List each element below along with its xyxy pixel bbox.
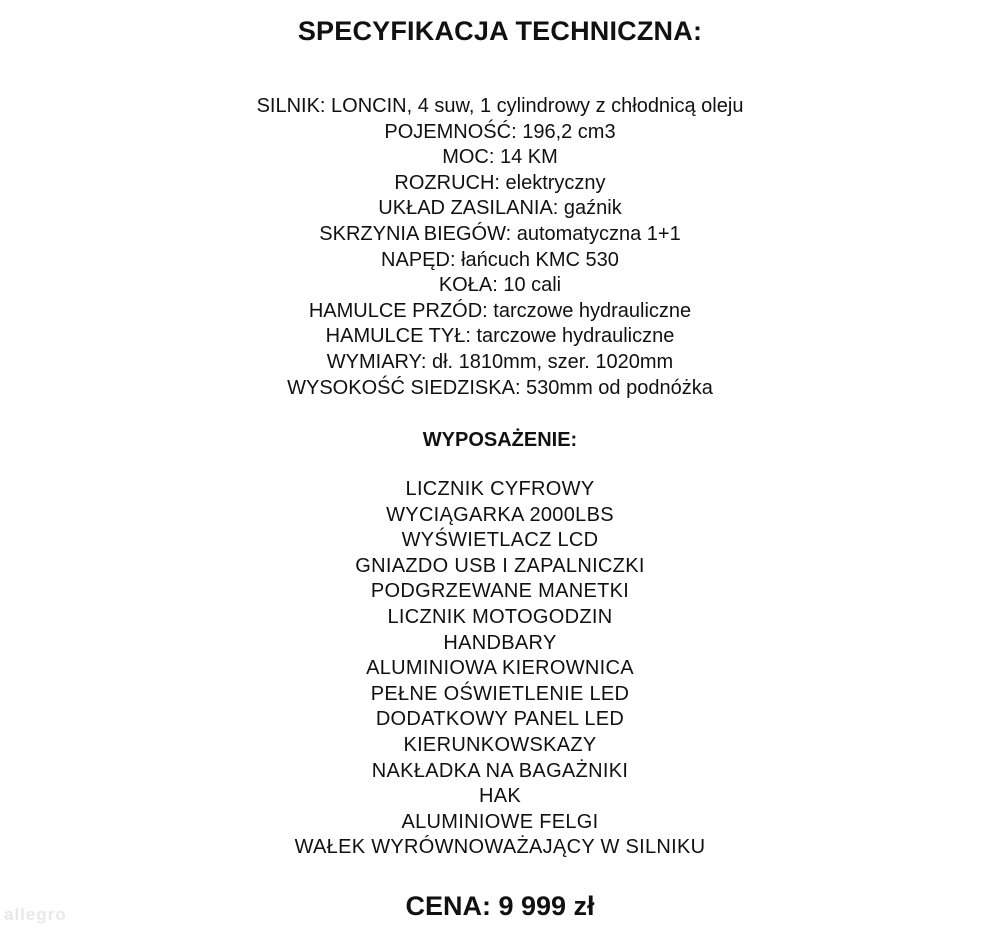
price-label: CENA: 9 999 zł xyxy=(405,891,595,921)
spec-item-engine: SILNIK: LONCIN, 4 suw, 1 cylindrowy z chłodnicą oleju xyxy=(256,95,744,117)
equipment-item: KIERUNKOWSKAZY xyxy=(403,733,597,756)
spec-list xyxy=(0,94,1000,401)
equipment-item: HANDBARY xyxy=(443,631,557,654)
spec-title: SPECYFIKACJA TECHNICZNA: xyxy=(297,16,703,46)
spec-item-gearbox: SKRZYNIA BIEGÓW: automatyczna 1+1 xyxy=(319,222,681,245)
equipment-item: ALUMINIOWE FELGI xyxy=(401,810,599,833)
equipment-item: WAŁEK WYRÓWNOWAŻAJĄCY W SILNIKU xyxy=(294,836,706,859)
watermark-logo: allegro xyxy=(4,905,67,924)
equipment-item: WYCIĄGARKA 2000LBS xyxy=(386,503,614,526)
equipment-item: PODGRZEWANE MANETKI xyxy=(370,580,630,603)
spec-item-wheels: KOŁA: 10 cali xyxy=(438,274,562,297)
equipment-title: WYPOSAŻENIE: xyxy=(422,429,578,451)
equipment-item: WYŚWIETLACZ LCD xyxy=(401,529,599,552)
spec-item-front-brakes: HAMULCE PRZÓD: tarczowe hydrauliczne xyxy=(308,299,692,322)
spec-item-dimensions: WYMIARY: dł. 1810mm, szer. 1020mm xyxy=(326,350,674,373)
spec-item-seat-height: WYSOKOŚĆ SIEDZISKA: 530mm od podnóżka xyxy=(287,376,713,399)
equipment-item: ALUMINIOWA KIEROWNICA xyxy=(366,657,634,680)
spec-item-starter: ROZRUCH: elektryczny xyxy=(394,171,606,194)
equipment-item: GNIAZDO USB I ZAPALNICZKI xyxy=(355,554,645,577)
equipment-item: DODATKOWY PANEL LED xyxy=(375,708,625,731)
spec-item-rear-brakes: HAMULCE TYŁ: tarczowe hydrauliczne xyxy=(325,325,675,348)
equipment-item: PEŁNE OŚWIETLENIE LED xyxy=(370,682,630,705)
equipment-list xyxy=(0,477,1000,861)
spec-item-power: MOC: 14 KM xyxy=(442,146,558,169)
equipment-item: HAK xyxy=(478,785,522,808)
spec-item-displacement: POJEMNOŚĆ: 196,2 cm3 xyxy=(384,120,616,143)
equipment-item: NAKŁADKA NA BAGAŻNIKI xyxy=(371,759,629,782)
spec-item-fuel-system: UKŁAD ZASILANIA: gaźnik xyxy=(378,197,622,220)
spec-item-drive: NAPĘD: łańcuch KMC 530 xyxy=(381,248,619,271)
equipment-item: LICZNIK CYFROWY xyxy=(405,478,595,500)
equipment-item: LICZNIK MOTOGODZIN xyxy=(387,605,613,628)
